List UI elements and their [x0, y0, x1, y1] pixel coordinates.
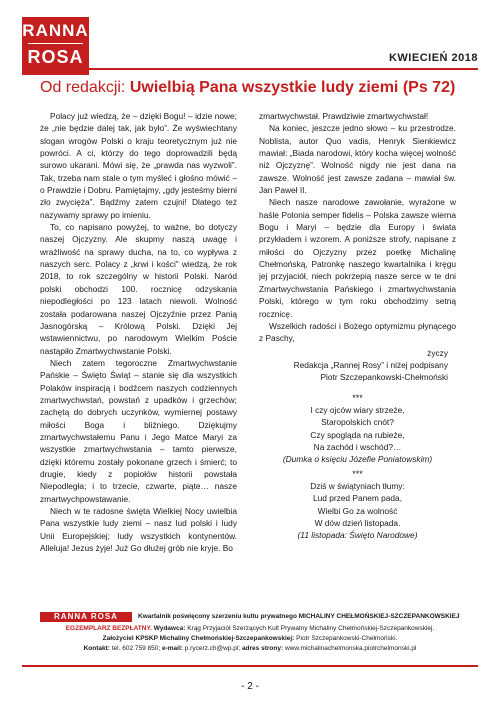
website-link[interactable]: www.michalinachelmonska.piotrchelmonski.pl [284, 645, 417, 652]
footer-founder-line [40, 634, 460, 644]
poem-line: Staropolskich cnót? [321, 417, 394, 428]
footer-description: Kwartalnik poświęcony szerzeniu kultu prywatnego MICHALINY CHEŁMOŃSKIEJ-SZCZEPANKOWSKIEJ [138, 613, 460, 620]
logo-divider [28, 43, 83, 44]
issue-date: KWIECIEŃ 2018 [388, 52, 478, 64]
free-copy-label: EGZEMPLARZ BEZPŁATNY. [65, 625, 152, 632]
logo-word-ranna: RANNA [22, 21, 89, 40]
contact-phone: tel. 602 759 850; [111, 645, 161, 652]
article-column-left [40, 110, 237, 554]
footer-info [40, 624, 460, 654]
poem-source: (Dumka o księciu Józefie Poniatowskim) [282, 454, 433, 465]
contact-email[interactable]: p.rycerz.ch@wp.pl; [184, 645, 241, 652]
publisher-name: Krąg Przyjaciół Szerzących Kult Prywatny Michaliny Chełmońskiej-Szczepankowskiej. [187, 625, 435, 632]
poem-line: Czy spogląda na rubieże, [310, 429, 405, 440]
signature-block [259, 347, 456, 384]
headline-prefix: Od redakcji: [40, 79, 126, 96]
paragraph: To, co napisano powyżej, to ważne, bo dotyczy naszej Ojczyzny. Ale skupmy naszą uwagę i wrażliwość na sprawy ducha, na to, co wypływa z naszych serc. Polacy z „krwi i kości” wiedzą, że rok 2018, to rok szczególny w historii Polski. Naród polski obchodzi 100. rocznicę odzyskania niepodległości po 123 latach niewoli. Wolność została podarowana naszej Ojczyźnie przez Panią Jasnogórską – Królową Polski. Dzięki Jej wstawiennictwu, po narodowym Wielkim Poście nastąpiło Zmartwychwstanie Polski. [40, 222, 237, 356]
logo-word-rosa: ROSA [27, 47, 84, 67]
contact-label: Kontakt: [83, 645, 110, 652]
publisher-label: Wydawca: [153, 625, 186, 632]
poem-line: W dów dzień listopada. [314, 518, 401, 528]
paragraph: Na koniec, jeszcze jedno słowo – ku przestrodze. Noblista, autor Quo vadis, Henryk Sienkiewicz mawiał: „Biada narodowi, który kocha więcej wolność niż Ojczyznę”. Wolność nigdy nie jest dana na zawsze. Wolność jest zawsze zadana – mawiał św. Jan Paweł II. [259, 123, 456, 196]
poem-stanza-1 [259, 392, 456, 466]
poem-line: Lud przed Panem pada, [312, 493, 403, 504]
paragraph: zmartwychwstał. Prawdziwie zmartwychwstał! [259, 111, 429, 121]
headline-title: Uwielbią Pana wszystkie ludy ziemi (Ps 72) [129, 79, 456, 96]
paragraph: Niech zatem tegoroczne Zmartwychwstanie Pańskie – Święto Świąt – stanie się dla wszystkich Polaków inspiracją i bodźcem naszych codziennych zmartwychwstań, powstań z upadków i grzechów; zachętą do dobrych uczynków, wymiernej postawy miłości Boga i bliźniego. Dziękujmy zmartwychwstałemu Panu i Jego Matce Maryi za wszystkie zmartwychwstania – tamto pierwsze, dzięki któremu zostały pokonane grzech i śmierć; to drugie, kiedy z popiołów historii powstała Niepodległa; i to trzecie, czwarte, piąte… nasze zmartwychpowstawanie. [40, 357, 237, 504]
footer-publisher-line [40, 624, 460, 634]
article-headline [40, 78, 480, 98]
footer-band [40, 612, 460, 622]
poem-stanza-2 [259, 468, 456, 542]
paragraph: Niech w te radosne święta Wielkiej Nocy uwielbia Pana wszystkie ludy ziemi – nasz lud polski i ludy Unii Europejskiej; ludy wszystkich kontynentów. Alleluja! Jezus żyje! Już Go dłużej grób nie kryje. Bo [40, 506, 237, 554]
stanza-separator: *** [352, 468, 363, 479]
signature-line: Piotr Szczepankowski-Chełmoński [320, 372, 448, 383]
poem-line: Dziś w świątyniach tłumy: [310, 480, 405, 491]
footer-contact-line [40, 644, 460, 654]
poem-source: (11 listopada: Święto Narodowe) [297, 530, 418, 541]
website-label: adres strony: [241, 645, 284, 652]
page-number: - 2 - [241, 681, 259, 692]
paragraph: Wszelkich radości i Bożego optymizmu płynącego z Paschy, [259, 320, 456, 344]
poem-line: I czy ojców wiary strzeże, [310, 404, 405, 415]
poem-line: Na zachód i wschód?… [313, 441, 402, 452]
paragraph: Niech nasze narodowe zawołanie, wyrażone w haśle Polonia semper fidelis – Polska zawsze wierna Bogu i Maryi – będzie dla Europy i świata przykładem i wzorem. A poniższe strofy, napisane z miłości do Ojczyzny przez poetkę Michalinę Chełmońską, Patronkę naszego kwartalnika i kręgu jej przyjaciół, niech pokrzepią nasze serce w te dni Zmartwychwstania Pańskiego i zmartwychwstania Polski, którego w tym roku obchodzimy setną rocznicę. [259, 197, 456, 319]
footer-logo: RANNA ROSA [40, 612, 132, 622]
signature-line: życzy [427, 347, 448, 358]
article-column-right [259, 110, 456, 542]
magazine-logo [22, 17, 89, 75]
email-label: e-mail: [161, 645, 183, 652]
signature-line: Redakcja „Rannej Rosy” i niżej podpisany [293, 359, 448, 370]
poem-line: Wielbi Go za wolność [317, 505, 398, 516]
paragraph: Polacy już wiedzą, że – dzięki Bogu! – idzie nowe; że „nie będzie dalej tak, jak było”. Że wyświechtany slogan wrogów Polski o kraju teoretycznym już nie powróci. A ci, którzy do tego doprowadzili będą surowo ukarani. Mówi się, że „prawda nas wyzwoli”. Tak, trzeba nam stale o tym myśleć i głośno mówić – o Prawdzie i Dobru. Pamiętajmy, „gdy jesteśmy bierni zło zwycięża”. Bądźmy zatem czujni! Dlatego też nazywamy sprawy po imieniu. [40, 111, 237, 220]
founder-name: Piotr Szczepankowski-Chełmoński. [296, 635, 398, 642]
footer-rule [22, 665, 478, 667]
stanza-separator: *** [352, 392, 363, 403]
header-rule [22, 68, 478, 70]
founder-label: Założyciel KPSKP Michaliny Chełmońskiej-Szczepankowskiej: [102, 635, 295, 642]
